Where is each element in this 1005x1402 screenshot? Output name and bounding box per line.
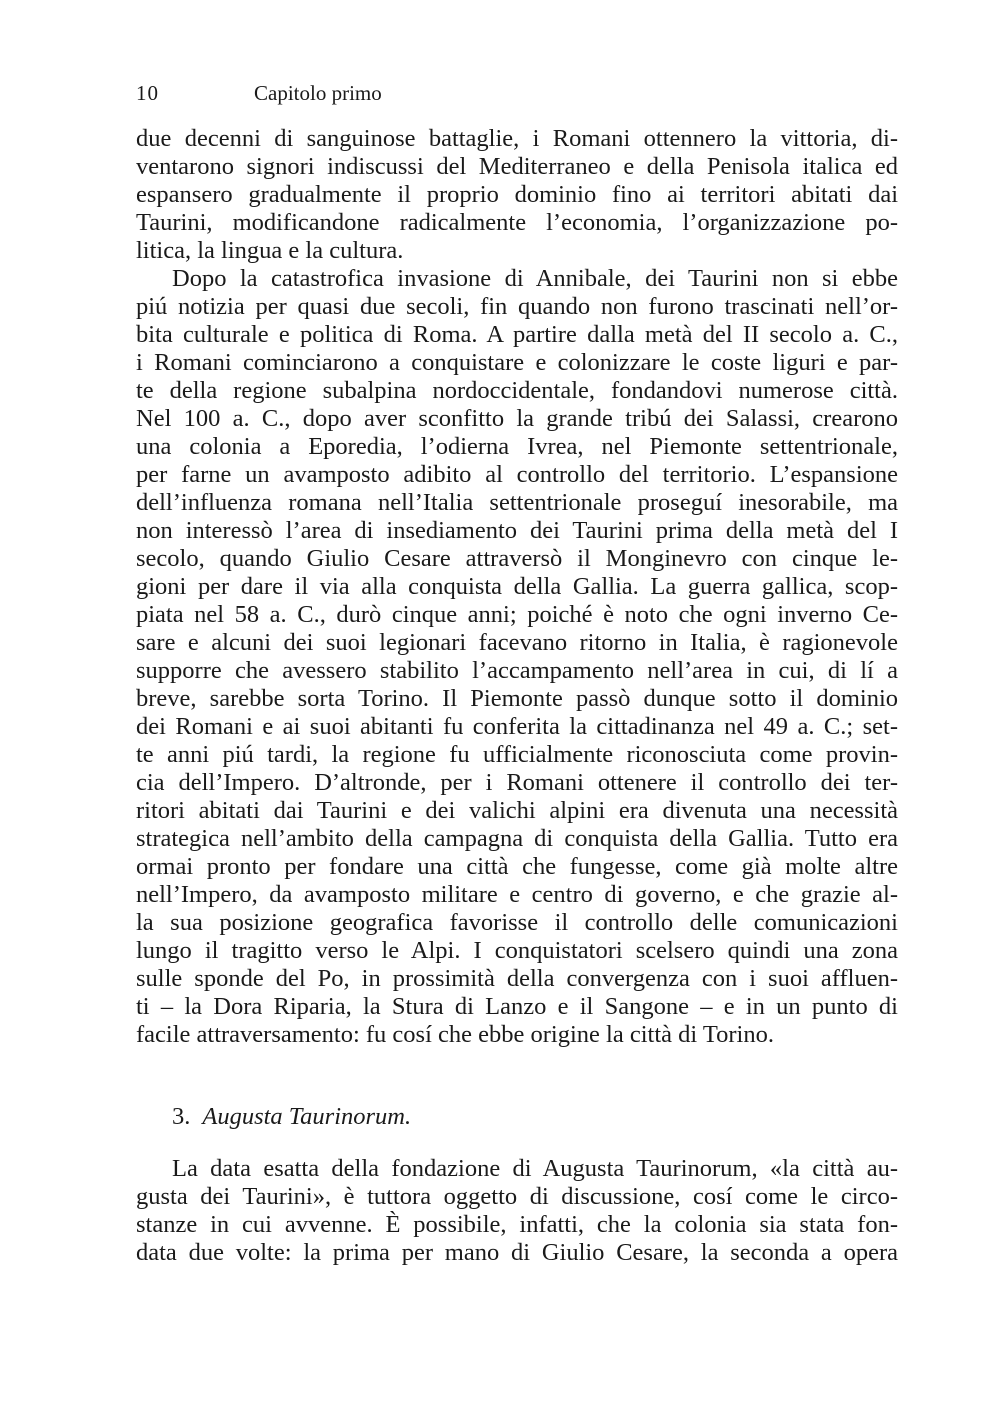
text-line: supporre che avessero stabilito l’accampamento nell’area in cui, di lí a xyxy=(136,657,898,684)
text-line: gioni per dare il via alla conquista della Gallia. La guerra gallica, scop- xyxy=(136,573,898,600)
text-line: cia dell’Impero. D’altronde, per i Romani ottenere il controllo dei ter- xyxy=(136,769,898,796)
text-line: ti – la Dora Riparia, la Stura di Lanzo e il Sangone – e in un punto di xyxy=(136,993,898,1020)
text-line: non interessò l’area di insediamento dei Taurini prima della metà del I xyxy=(136,517,898,544)
text-line: data due volte: la prima per mano di Giulio Cesare, la seconda a opera xyxy=(136,1239,898,1266)
text-line: espansero gradualmente il proprio dominio fino ai territori abitati dai xyxy=(136,181,898,208)
chapter-title: Capitolo primo xyxy=(254,81,382,105)
text-line: lungo il tragitto verso le Alpi. I conquistatori scelsero quindi una zona xyxy=(136,937,898,964)
text-line: facile attraversamento: fu cosí che ebbe origine la città di Torino. xyxy=(136,1021,774,1048)
running-head xyxy=(136,80,896,106)
text-line: dei Romani e ai suoi abitanti fu conferita la cittadinanza nel 49 a. C.; set- xyxy=(136,713,898,740)
text-line: litica, la lingua e la cultura. xyxy=(136,237,404,264)
text-line: ormai pronto per fondare una città che fungesse, come già molte altre xyxy=(136,853,898,880)
text-line: La data esatta della fondazione di Augusta Taurinorum, «la città au- xyxy=(172,1155,898,1182)
paragraph xyxy=(136,1155,898,1267)
text-line: secolo, quando Giulio Cesare attraversò il Monginevro con cinque le- xyxy=(136,545,898,572)
text-line: sulle sponde del Po, in prossimità della convergenza con i suoi affluen- xyxy=(136,965,898,992)
text-line: Dopo la catastrofica invasione di Annibale, dei Taurini non si ebbe xyxy=(172,265,898,292)
text-line: te anni piú tardi, la regione fu ufficialmente riconosciuta come provin- xyxy=(136,741,898,768)
text-line: sare e alcuni dei suoi legionari facevano ritorno in Italia, è ragionevole xyxy=(136,629,898,656)
main-text xyxy=(136,125,898,1049)
text-line: bita culturale e politica di Roma. A partire dalla metà del II secolo a. C., xyxy=(136,321,898,348)
text-line: i Romani cominciarono a conquistare e colonizzare le coste liguri e par- xyxy=(136,349,898,376)
text-line: piata nel 58 a. C., durò cinque anni; poiché è noto che ogni inverno Ce- xyxy=(136,601,898,628)
text-line: ritori abitati dai Taurini e dei valichi alpini era divenuta una necessità xyxy=(136,797,898,824)
text-line: una colonia a Eporedia, l’odierna Ivrea, nel Piemonte settentrionale, xyxy=(136,433,898,460)
text-line: nell’Impero, da avamposto militare e centro di governo, e che grazie al- xyxy=(136,881,898,908)
text-line: stanze in cui avvenne. È possibile, infatti, che la colonia sia stata fon- xyxy=(136,1211,898,1238)
text-line: ventarono signori indiscussi del Mediterraneo e della Penisola italica ed xyxy=(136,153,898,180)
section-title: Augusta Taurinorum. xyxy=(202,1103,412,1130)
text-line: due decenni di sanguinose battaglie, i Romani ottennero la vittoria, di- xyxy=(136,125,898,152)
page-number: 10 xyxy=(136,81,159,105)
text-line: la sua posizione geografica favorisse il controllo delle comunicazioni xyxy=(136,909,898,936)
text-line: te della regione subalpina nordoccidentale, fondandovi numerose città. xyxy=(136,377,898,404)
section-number: 3. xyxy=(172,1103,191,1130)
section-text xyxy=(136,1155,898,1267)
text-line: breve, sarebbe sorta Torino. Il Piemonte passò dunque sotto il dominio xyxy=(136,685,898,712)
section-heading xyxy=(172,1103,411,1131)
text-line: Taurini, modificandone radicalmente l’economia, l’organizzazione po- xyxy=(136,209,898,236)
text-line: strategica nell’ambito della campagna di conquista della Gallia. Tutto era xyxy=(136,825,898,852)
text-line: gusta dei Taurini», è tuttora oggetto di discussione, cosí come le circo- xyxy=(136,1183,898,1210)
text-line: dell’influenza romana nell’Italia settentrionale proseguí inesorabile, ma xyxy=(136,489,898,516)
text-line: piú notizia per quasi due secoli, fin quando non furono trascinati nell’or- xyxy=(136,293,898,320)
paragraph xyxy=(136,125,898,265)
text-line: per farne un avamposto adibito al controllo del territorio. L’espansione xyxy=(136,461,898,488)
paragraph xyxy=(136,265,898,1049)
text-line: Nel 100 a. C., dopo aver sconfitto la grande tribú dei Salassi, crearono xyxy=(136,405,898,432)
